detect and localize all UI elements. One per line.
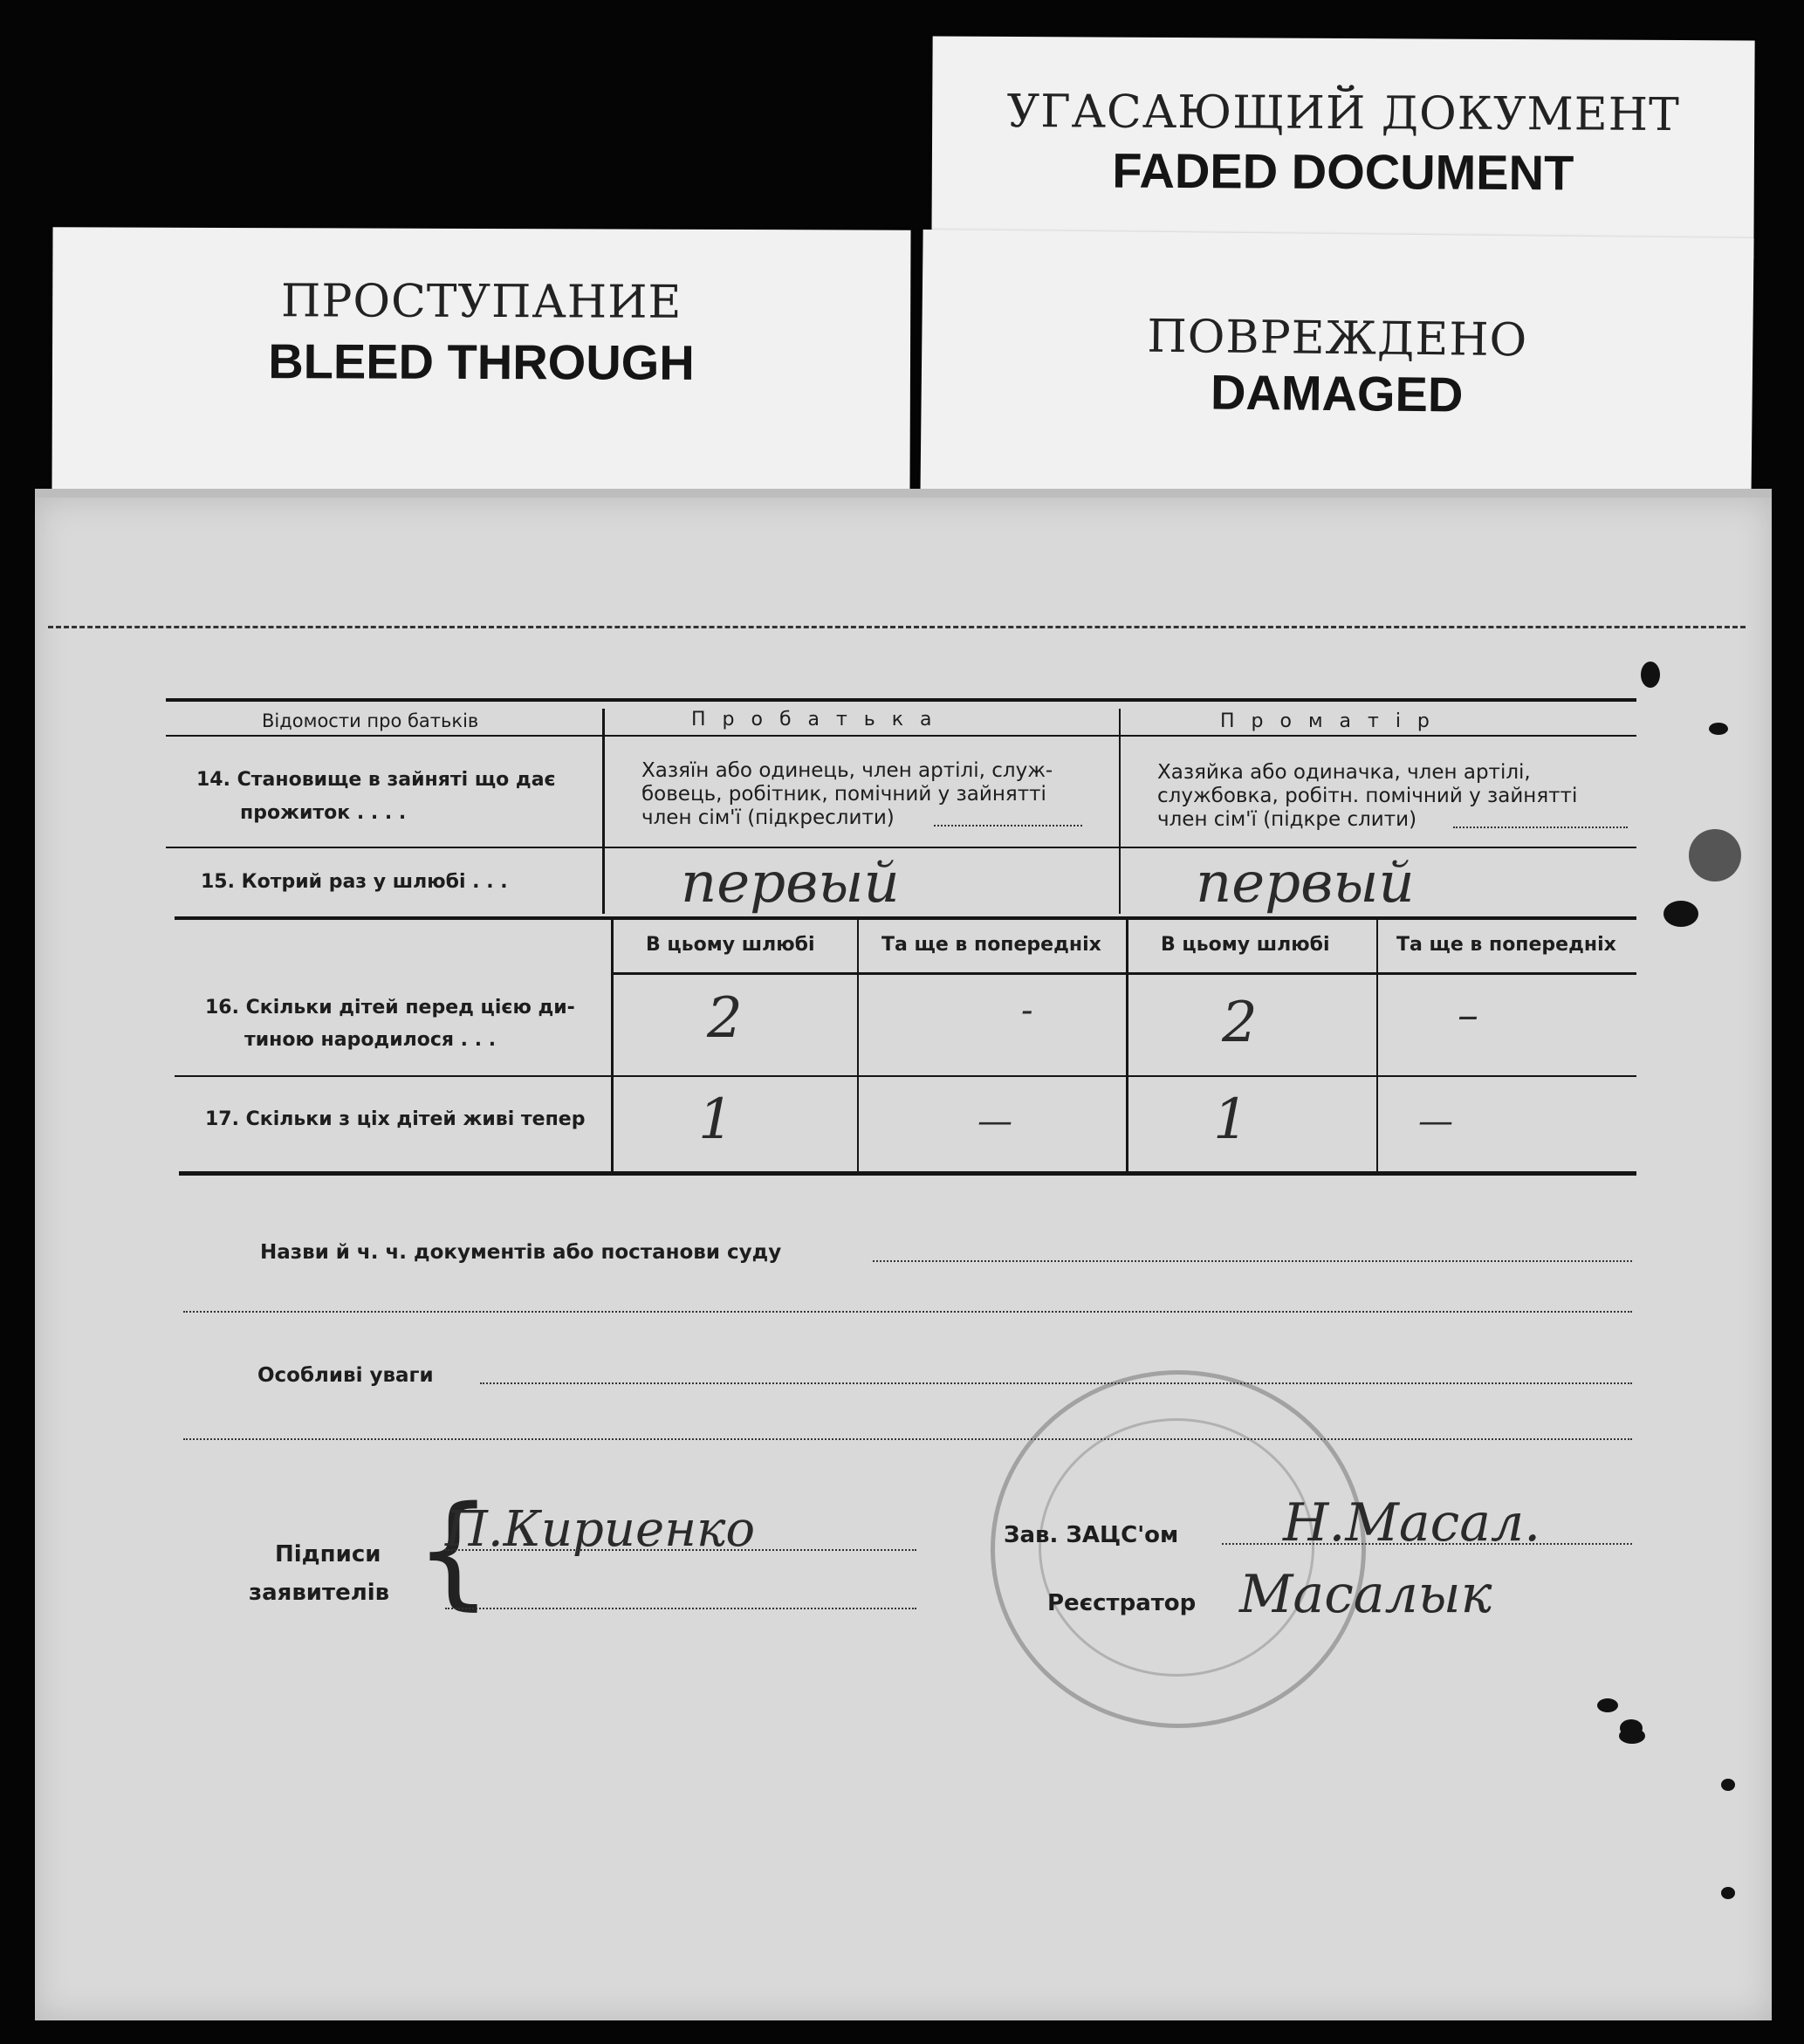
bleed-card-ru: ПРОСТУПАНИЕ — [280, 275, 683, 329]
damage-hole — [1620, 1719, 1643, 1737]
bleed-card-en: BLEED THROUGH — [268, 333, 695, 390]
applicant-signature-line-2 — [445, 1608, 916, 1609]
applicant-signature-line — [445, 1549, 916, 1551]
subheader-previous-mother: Та ще в попередніх — [1396, 934, 1616, 956]
documents-label: Назви й ч. ч. документів або постанови суду — [260, 1241, 782, 1264]
registrar-label: Реєстратор — [1047, 1590, 1197, 1616]
row16-father-prev: - — [1021, 991, 1033, 1031]
row17-father-prev: — — [977, 1101, 1012, 1142]
table-rule — [1376, 920, 1378, 1173]
table-rule — [611, 972, 1636, 975]
header-father: П р о б а т ь к а — [691, 709, 937, 730]
header-parents-info: Відомости про батьків — [262, 710, 479, 731]
row14-father-line2: бовець, робітник, помічний у зайнятті — [641, 783, 1046, 806]
head-signature-line — [1222, 1543, 1632, 1545]
table-rule — [1119, 709, 1121, 914]
perforation-line — [48, 626, 1746, 628]
row15-father-handwritten: первый — [681, 851, 900, 916]
table-rule — [179, 1171, 1636, 1176]
subheader-this-marriage-mother: В цьому шлюбі — [1161, 934, 1330, 956]
signatures-label: Підписи — [275, 1541, 381, 1567]
faded-card-ru: УГАСАЮЩИЙ ДОКУМЕНТ — [1006, 85, 1680, 142]
damage-hole — [1689, 829, 1741, 881]
damage-hole — [1709, 723, 1728, 735]
faded-card-en: FADED DOCUMENT — [1112, 142, 1574, 201]
bleed-through-card — [51, 227, 910, 498]
row14-mother-line3: член сім'ї (підкре слити) — [1157, 808, 1417, 831]
row14-label-cont: прожиток . . . . — [240, 802, 407, 824]
damage-hole — [1721, 1779, 1735, 1791]
row16-father-this: 2 — [707, 986, 743, 1051]
head-signature: Н.Масал. — [1283, 1492, 1541, 1554]
row17-mother-prev: — — [1418, 1101, 1453, 1142]
head-label: Зав. ЗАЦС'ом — [1004, 1522, 1179, 1548]
row14-mother-dots — [1453, 827, 1628, 828]
table-rule — [611, 920, 614, 1173]
row16-label: 16. Скільки дітей перед цією ди- — [205, 997, 575, 1019]
notes-label: Особливі уваги — [257, 1364, 434, 1387]
table-rule — [857, 920, 859, 1173]
registrar-signature: Масалык — [1239, 1564, 1492, 1625]
row16-mother-prev: – — [1458, 991, 1478, 1039]
table-rule — [166, 698, 1636, 702]
damage-hole — [1663, 901, 1698, 927]
table-rule — [175, 1075, 1636, 1077]
row14-father-line1: Хазяїн або одинець, член артілі, служ- — [641, 759, 1053, 782]
damage-hole — [1597, 1698, 1618, 1712]
applicant-signature: П.Кириенко — [445, 1501, 756, 1558]
faded-document-card — [931, 37, 1754, 259]
signatures-label-cont: заявителів — [249, 1580, 390, 1606]
header-mother: П р о м а т і р — [1220, 710, 1435, 732]
row15-mother-handwritten: первый — [1196, 851, 1415, 916]
row14-father-line3: член сім'ї (підкреслити) — [641, 806, 895, 829]
row17-label: 17. Скільки з ціх дітей живі тепер — [205, 1108, 586, 1130]
notes-line-2 — [183, 1438, 1632, 1440]
damage-hole — [1721, 1887, 1735, 1899]
row15-label: 15. Котрий раз у шлюбі . . . — [201, 871, 508, 893]
damaged-card-en: DAMAGED — [1210, 364, 1464, 422]
documents-line — [873, 1260, 1632, 1262]
form-sheet — [35, 489, 1772, 2020]
damage-hole — [1641, 662, 1660, 688]
table-rule — [166, 847, 1636, 848]
damaged-card-ru: ПОВРЕЖДЕНО — [1147, 310, 1528, 367]
signatures-brace: { — [415, 1480, 493, 1622]
row14-label: 14. Становище в зайняті що дає — [196, 769, 556, 791]
row16-mother-this: 2 — [1222, 991, 1258, 1055]
damaged-card — [920, 230, 1753, 509]
subheader-this-marriage-father: В цьому шлюбі — [646, 934, 815, 956]
row14-mother-line1: Хазяйка або одиначка, член артілі, — [1157, 761, 1531, 784]
subheader-previous-father: Та ще в попередніх — [881, 934, 1101, 956]
table-rule — [175, 916, 1636, 920]
row17-mother-this: 1 — [1213, 1087, 1249, 1152]
notes-line — [480, 1382, 1632, 1384]
table-rule — [166, 735, 1636, 737]
table-rule — [1126, 920, 1128, 1173]
row17-father-this: 1 — [698, 1087, 734, 1152]
row16-label-cont: тиною народилося . . . — [244, 1029, 497, 1051]
documents-line-2 — [183, 1311, 1632, 1313]
row14-mother-line2: службовка, робітн. помічний у зайнятті — [1157, 785, 1578, 807]
row14-father-dots — [934, 825, 1082, 827]
table-rule — [602, 709, 605, 914]
